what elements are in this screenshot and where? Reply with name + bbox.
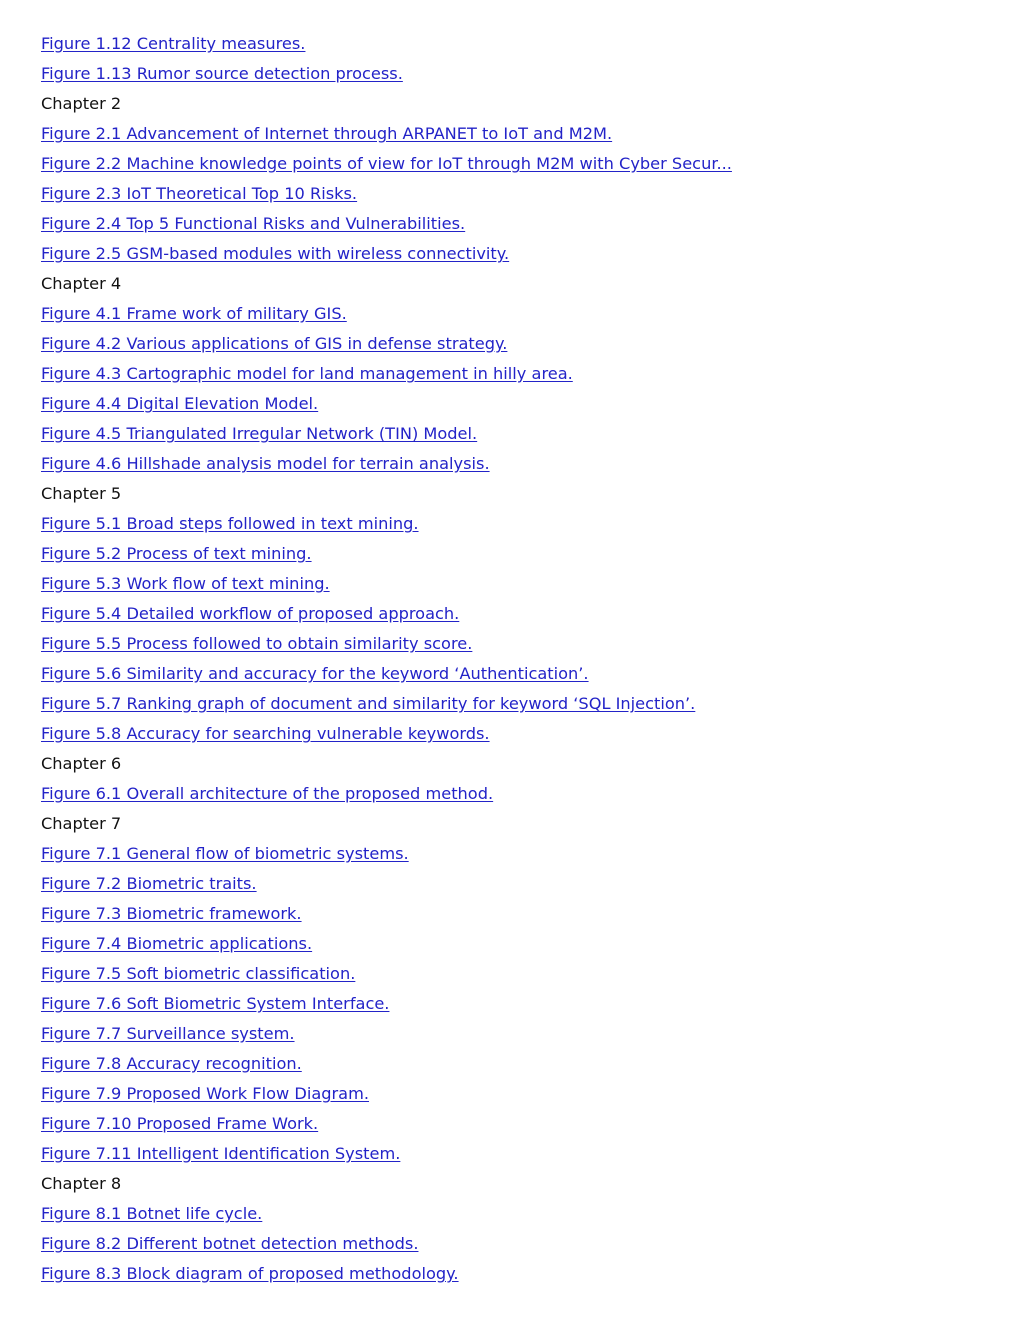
- figure-link[interactable]: Figure 4.5 Triangulated Irregular Network (TIN) Model.: [41, 424, 478, 443]
- figure-link[interactable]: Figure 5.3 Work flow of text mining.: [41, 574, 330, 593]
- figure-list-item: [41, 59, 732, 89]
- figure-list-item: [41, 929, 732, 959]
- figure-list-item: [41, 1199, 732, 1229]
- figure-link[interactable]: Figure 7.9 Proposed Work Flow Diagram.: [41, 1084, 370, 1103]
- figure-link[interactable]: Figure 5.1 Broad steps followed in text mining.: [41, 514, 419, 533]
- figure-link[interactable]: Figure 2.5 GSM-based modules with wireless connectivity.: [41, 244, 510, 263]
- figure-link[interactable]: Figure 4.3 Cartographic model for land management in hilly area.: [41, 364, 573, 383]
- figure-link[interactable]: Figure 8.2 Different botnet detection methods.: [41, 1234, 419, 1253]
- figure-list-item: [41, 1139, 732, 1169]
- figure-list-item: [41, 599, 732, 629]
- figure-link[interactable]: Figure 4.2 Various applications of GIS in defense strategy.: [41, 334, 508, 353]
- figure-list-item: [41, 209, 732, 239]
- figure-list-item: [41, 449, 732, 479]
- chapter-heading: Chapter 6: [41, 754, 122, 773]
- chapter-heading: Chapter 4: [41, 274, 122, 293]
- figure-link[interactable]: Figure 8.1 Botnet life cycle.: [41, 1204, 263, 1223]
- figure-link[interactable]: Figure 7.8 Accuracy recognition.: [41, 1054, 302, 1073]
- figure-list-item: [41, 869, 732, 899]
- figure-link[interactable]: Figure 2.4 Top 5 Functional Risks and Vulnerabilities.: [41, 214, 466, 233]
- figure-list-item: [41, 389, 732, 419]
- figure-list-item: [41, 299, 732, 329]
- figure-list-item: [41, 1229, 732, 1259]
- figure-list-item: [41, 149, 732, 179]
- chapter-heading: Chapter 5: [41, 484, 122, 503]
- figure-link[interactable]: Figure 5.6 Similarity and accuracy for the keyword ‘Authentication’.: [41, 664, 589, 683]
- figure-list-item: [41, 899, 732, 929]
- figure-link[interactable]: Figure 7.10 Proposed Frame Work.: [41, 1114, 319, 1133]
- chapter-heading: Chapter 2: [41, 94, 122, 113]
- figure-list-item: [41, 359, 732, 389]
- figure-list-item: [41, 1259, 732, 1289]
- figure-link[interactable]: Figure 7.4 Biometric applications.: [41, 934, 313, 953]
- figure-list-item: [41, 1079, 732, 1109]
- figure-list-item: [41, 1049, 732, 1079]
- figure-link[interactable]: Figure 5.4 Detailed workflow of proposed approach.: [41, 604, 460, 623]
- figure-list-item: [41, 119, 732, 149]
- figure-list-item: [41, 629, 732, 659]
- figure-link[interactable]: Figure 7.11 Intelligent Identification System.: [41, 1144, 401, 1163]
- chapter-heading: Chapter 7: [41, 814, 122, 833]
- figure-link[interactable]: Figure 4.4 Digital Elevation Model.: [41, 394, 319, 413]
- figure-link[interactable]: Figure 2.1 Advancement of Internet through ARPANET to IoT and M2M.: [41, 124, 613, 143]
- figure-list-item: [41, 689, 732, 719]
- figure-list-item: [41, 839, 732, 869]
- figure-list-item: [41, 509, 732, 539]
- figure-link[interactable]: Figure 5.8 Accuracy for searching vulnerable keywords.: [41, 724, 490, 743]
- figure-link[interactable]: Figure 5.5 Process followed to obtain similarity score.: [41, 634, 473, 653]
- figure-list: [41, 29, 732, 1289]
- figure-link[interactable]: Figure 7.2 Biometric traits.: [41, 874, 257, 893]
- figure-link[interactable]: Figure 7.1 General flow of biometric systems.: [41, 844, 409, 863]
- figure-list-item: [41, 1019, 732, 1049]
- figure-link[interactable]: Figure 1.12 Centrality measures.: [41, 34, 306, 53]
- figure-list-item: [41, 779, 732, 809]
- figure-list-item: [41, 989, 732, 1019]
- figure-list-item: [41, 29, 732, 59]
- figure-list-item: [41, 419, 732, 449]
- figure-list-item: [41, 539, 732, 569]
- figure-link[interactable]: Figure 7.5 Soft biometric classification.: [41, 964, 356, 983]
- figure-link[interactable]: Figure 4.1 Frame work of military GIS.: [41, 304, 347, 323]
- figure-list-item: [41, 239, 732, 269]
- figure-link[interactable]: Figure 8.3 Block diagram of proposed methodology.: [41, 1264, 459, 1283]
- chapter-heading: Chapter 8: [41, 1174, 122, 1193]
- figure-link[interactable]: Figure 6.1 Overall architecture of the proposed method.: [41, 784, 494, 803]
- figure-link[interactable]: Figure 7.3 Biometric framework.: [41, 904, 302, 923]
- figure-list-item: [41, 1109, 732, 1139]
- figure-link[interactable]: Figure 5.7 Ranking graph of document and similarity for keyword ‘SQL Injection’.: [41, 694, 696, 713]
- figure-link[interactable]: Figure 2.2 Machine knowledge points of view for IoT through M2M with Cyber Secur...: [41, 154, 732, 173]
- figure-list-item: [41, 569, 732, 599]
- figure-link[interactable]: Figure 4.6 Hillshade analysis model for terrain analysis.: [41, 454, 490, 473]
- figure-list-item: [41, 719, 732, 749]
- figure-list-item: [41, 659, 732, 689]
- figure-list-item: [41, 179, 732, 209]
- figure-link[interactable]: Figure 1.13 Rumor source detection process.: [41, 64, 403, 83]
- figure-link[interactable]: Figure 7.7 Surveillance system.: [41, 1024, 295, 1043]
- figure-link[interactable]: Figure 7.6 Soft Biometric System Interface.: [41, 994, 390, 1013]
- figure-link[interactable]: Figure 5.2 Process of text mining.: [41, 544, 312, 563]
- figure-list-item: [41, 329, 732, 359]
- figure-list-item: [41, 959, 732, 989]
- figure-link[interactable]: Figure 2.3 IoT Theoretical Top 10 Risks.: [41, 184, 358, 203]
